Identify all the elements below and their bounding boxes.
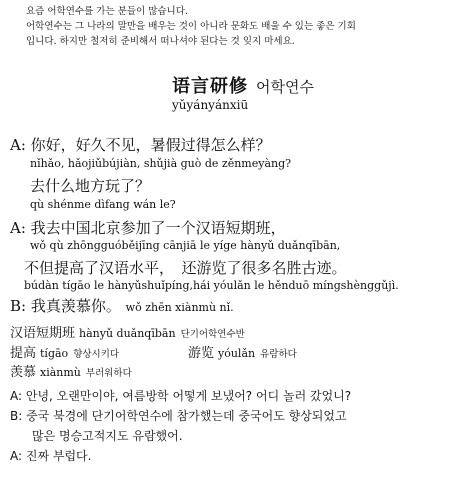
vocab-item <box>10 322 245 341</box>
speaker-label: A: <box>10 136 26 154</box>
vocab-korean: 향상시키다 <box>73 349 120 360</box>
pinyin-line: qù shénme dìfang wán le? <box>30 198 176 211</box>
speaker-label: A: <box>10 219 26 237</box>
dialogue-line <box>10 295 234 316</box>
intro-line: 어학연수는 그 나라의 말만을 배우는 것이 아니라 문화도 배울 수 있는 좋은 기회 <box>26 21 356 32</box>
vocab-pinyin: yóulǎn <box>218 347 256 360</box>
vocab-chinese: 羡慕 <box>10 365 37 380</box>
vocab-item <box>10 361 132 380</box>
vocab-korean: 부러워하다 <box>85 368 132 379</box>
pinyin-inline: wǒ zhēn xiànmù nǐ. <box>125 301 234 314</box>
chinese-text: 不但提高了汉语水平， 还游览了很多名胜古迹。 <box>24 259 347 277</box>
title-chinese: 语言研修 <box>172 76 248 97</box>
vocab-korean: 단기어학연수반 <box>180 329 245 340</box>
vocab-pinyin: hànyǔ duǎnqībān <box>79 327 176 340</box>
vocab-item <box>10 342 119 361</box>
korean-line: B: 중국 북경에 단기어학연수에 참가했는데 중국어도 향상되었고 <box>10 409 347 423</box>
pinyin-line: wǒ qù zhōngguóběijīng cānjiā le yíge hànyǔ duǎnqībān, <box>30 239 341 252</box>
vocab-chinese: 游览 <box>188 346 215 361</box>
vocab-pinyin: tígāo <box>40 347 69 360</box>
pinyin-line: nǐhǎo, hǎojiǔbújiàn, shǔjià guò de zěnmeyàng? <box>30 157 292 170</box>
chinese-text: 你好，好久不见，暑假过得怎么样？ <box>30 136 271 154</box>
title-korean: 어학연수 <box>256 78 314 96</box>
vocab-korean: 유람하다 <box>260 349 297 360</box>
dialogue-line <box>10 217 286 238</box>
korean-line: A: 안녕, 오랜만이야, 여름방학 어떻게 보냈어? 어디 놀러 갔었니? <box>10 389 352 403</box>
chinese-text: 我真羡慕你。 <box>30 297 121 315</box>
dialogue-line <box>10 134 271 155</box>
chinese-text: 去什么地方玩了？ <box>30 177 151 195</box>
korean-line: A: 진짜 부럽다. <box>10 449 92 463</box>
intro-line: 요즘 어학연수를 가는 분들이 많습니다. <box>26 6 188 17</box>
vocab-chinese: 汉语短期班 <box>10 326 76 341</box>
intro-line: 입니다. 하지만 철저히 준비해서 떠나셔야 된다는 것 잊지 마세요. <box>26 36 295 47</box>
lesson-title <box>172 72 314 112</box>
korean-line: 많은 명승고적지도 유람했어. <box>32 429 183 443</box>
vocab-chinese: 提高 <box>10 346 37 361</box>
chinese-text: 我去中国北京参加了一个汉语短期班， <box>30 219 286 237</box>
speaker-label: B: <box>10 297 27 315</box>
intro-paragraph <box>26 4 436 49</box>
pinyin-line: búdàn tígāo le hànyǔshuǐpíng,hái yóulǎn le hěnduō míngshènggǔjì. <box>24 279 399 292</box>
vocab-pinyin: xiànmù <box>40 366 81 379</box>
vocab-item <box>188 342 297 361</box>
title-pinyin: yǔyányánxiū <box>172 98 249 112</box>
